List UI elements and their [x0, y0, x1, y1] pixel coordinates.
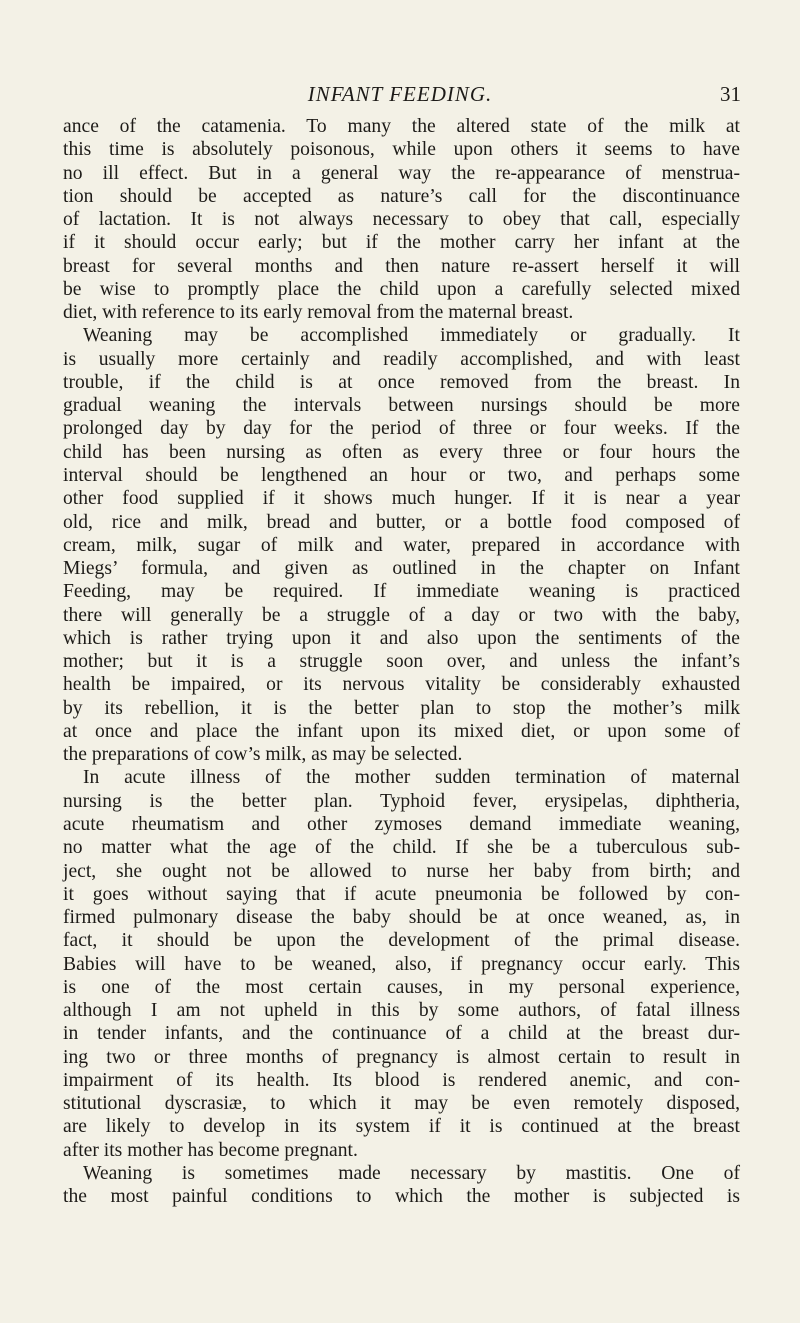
- text-line: gradual weaning the intervals between nursings should be more: [63, 395, 740, 417]
- text-line: the most painful conditions to which the mother is subjected is: [63, 1186, 740, 1208]
- text-line: trouble, if the child is at once removed from the breast. In: [63, 371, 740, 393]
- text-line: ject, she ought not be allowed to nurse her baby from birth; and: [63, 860, 740, 882]
- text-line: fact, it should be upon the development of the primal disease.: [63, 930, 740, 952]
- text-line: In acute illness of the mother sudden termination of maternal: [83, 767, 740, 789]
- text-line: there will generally be a struggle of a day or two with the baby,: [63, 604, 740, 626]
- body-text: [63, 115, 740, 1208]
- text-line: interval should be lengthened an hour or two, and perhaps some: [63, 464, 740, 486]
- text-line: tion should be accepted as nature’s call for the discontinuance: [63, 185, 740, 207]
- text-line: if it should occur early; but if the mother carry her infant at the: [63, 232, 740, 254]
- text-line: Babies will have to be weaned, also, if pregnancy occur early. This: [63, 953, 740, 975]
- text-line: no ill effect. But in a general way the re-appearance of menstrua-: [63, 162, 740, 184]
- text-line: by its rebellion, it is the better plan to stop the mother’s milk: [63, 697, 740, 719]
- text-line: Weaning may be accomplished immediately or gradually. It: [83, 325, 740, 347]
- text-line: cream, milk, sugar of milk and water, prepared in accordance with: [63, 534, 740, 556]
- text-line: Miegs’ formula, and given as outlined in the chapter on Infant: [63, 558, 740, 580]
- text-line: is one of the most certain causes, in my personal experience,: [63, 976, 740, 998]
- text-line: although I am not upheld in this by some authors, of fatal illness: [63, 1000, 740, 1022]
- text-line: ing two or three months of pregnancy is almost certain to result in: [63, 1046, 740, 1068]
- text-line: other food supplied if it shows much hunger. If it is near a year: [63, 488, 740, 510]
- running-head: INFANT FEEDING.: [307, 82, 493, 106]
- text-line: nursing is the better plan. Typhoid fever, erysipelas, diphtheria,: [63, 790, 740, 812]
- text-line: of lactation. It is not always necessary to obey that call, especially: [63, 209, 740, 231]
- text-line: no matter what the age of the child. If she be a tuberculous sub-: [63, 837, 740, 859]
- page-number: 31: [720, 82, 741, 106]
- text-line: old, rice and milk, bread and butter, or a bottle food composed of: [63, 511, 740, 533]
- text-line: at once and place the infant upon its mixed diet, or upon some of: [63, 720, 740, 742]
- text-line: impairment of its health. Its blood is rendered anemic, and con-: [63, 1069, 740, 1091]
- text-line: mother; but it is a struggle soon over, and unless the infant’s: [63, 651, 740, 673]
- text-line: breast for several months and then nature re-assert herself it will: [63, 255, 740, 277]
- text-line: acute rheumatism and other zymoses demand immediate weaning,: [63, 813, 740, 835]
- text-line: is usually more certainly and readily accomplished, and with least: [63, 348, 740, 370]
- text-line: it goes without saying that if acute pneumonia be followed by con-: [63, 883, 740, 905]
- text-line: child has been nursing as often as every three or four hours the: [63, 441, 740, 463]
- text-line: ance of the catamenia. To many the altered state of the milk at: [63, 116, 740, 137]
- text-line: be wise to promptly place the child upon a carefully selected mixed: [63, 278, 740, 300]
- text-line: health be impaired, or its nervous vitality be considerably exhausted: [63, 674, 740, 696]
- text-line: after its mother has become pregnant.: [63, 1139, 358, 1161]
- text-line: diet, with reference to its early removal from the maternal breast.: [63, 302, 574, 324]
- text-line: which is rather trying upon it and also upon the sentiments of the: [63, 627, 740, 649]
- text-line: Feeding, may be required. If immediate weaning is practiced: [63, 581, 740, 603]
- text-line: the preparations of cow’s milk, as may be selected.: [63, 744, 463, 766]
- text-line: firmed pulmonary disease the baby should be at once weaned, as, in: [63, 907, 740, 929]
- text-line: are likely to develop in its system if it is continued at the breast: [63, 1116, 740, 1138]
- text-line: this time is absolutely poisonous, while upon others it seems to have: [63, 139, 740, 161]
- text-line: Weaning is sometimes made necessary by mastitis. One of: [83, 1162, 740, 1184]
- text-line: in tender infants, and the continuance of a child at the breast dur-: [63, 1023, 740, 1045]
- text-line: prolonged day by day for the period of three or four weeks. If the: [63, 418, 740, 440]
- page-header: [0, 82, 800, 112]
- text-line: stitutional dyscrasiæ, to which it may be even remotely disposed,: [63, 1093, 740, 1115]
